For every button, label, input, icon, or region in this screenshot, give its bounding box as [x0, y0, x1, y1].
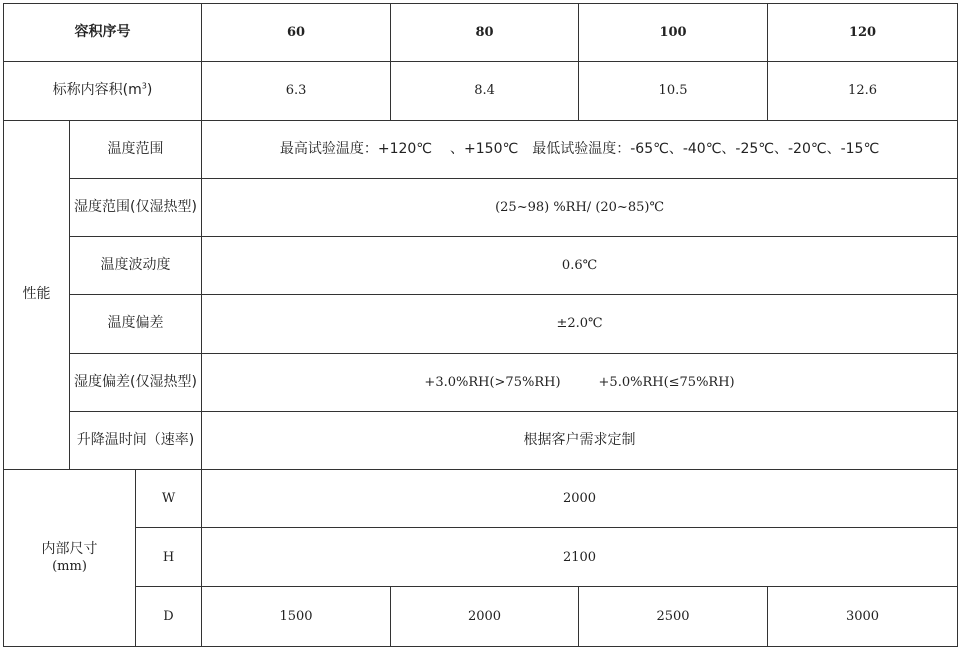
dimensions-group-label [4, 470, 136, 647]
humidity-deviation-low: +5.0%RH(≤75%RH) [598, 374, 735, 390]
nominal-volume-100: 10.5 [579, 62, 768, 120]
humidity-range-value: (25~98) %RH/ (20~85)℃ [202, 178, 958, 236]
header-row [4, 4, 958, 62]
dimension-d-100: 2500 [579, 586, 768, 646]
temp-range-value-min: 最低试验温度：-65℃、-40℃、-25℃、-20℃、-15℃ [532, 140, 880, 157]
dimension-d-label: D [136, 586, 202, 646]
dimension-w-value: 2000 [202, 470, 958, 528]
temp-range-value [202, 120, 958, 178]
performance-row-temp-deviation [4, 295, 958, 353]
header-col-60: 60 [202, 4, 391, 62]
performance-row-ramp-time [4, 411, 958, 469]
nominal-volume-row [4, 62, 958, 120]
performance-row-humidity-deviation [4, 353, 958, 411]
temp-fluctuation-value: 0.6℃ [202, 237, 958, 295]
nominal-volume-60: 6.3 [202, 62, 391, 120]
performance-row-humidity-range [4, 178, 958, 236]
temp-range-label: 温度范围 [70, 120, 202, 178]
performance-group-label: 性能 [4, 120, 70, 470]
dimension-d-120: 3000 [768, 586, 958, 646]
ramp-time-label: 升降温时间（速率) [70, 411, 202, 469]
header-col-100: 100 [579, 4, 768, 62]
humidity-deviation-label: 湿度偏差(仅湿热型) [70, 353, 202, 411]
dimensions-group-title: 内部尺寸 [41, 541, 98, 558]
humidity-range-label: 湿度范围(仅湿热型) [70, 178, 202, 236]
ramp-time-value: 根据客户需求定制 [202, 411, 958, 469]
humidity-deviation-value [202, 353, 958, 411]
nominal-volume-label-end: ) [146, 82, 153, 99]
dimensions-row-w [4, 470, 958, 528]
dimension-d-80: 2000 [391, 586, 579, 646]
nominal-volume-label-sup: 3 [141, 81, 147, 91]
nominal-volume-label-text: 标称内容积(m [52, 82, 142, 99]
performance-row-temp-range [4, 120, 958, 178]
header-col-80: 80 [391, 4, 579, 62]
dimension-w-label: W [136, 470, 202, 528]
header-label: 容积序号 [4, 4, 202, 62]
temp-deviation-value: ±2.0℃ [202, 295, 958, 353]
temp-range-value-max: 最高试验温度：+120℃ [279, 140, 433, 157]
spec-table [3, 3, 958, 647]
nominal-volume-120: 12.6 [768, 62, 958, 120]
dimension-h-value: 2100 [202, 528, 958, 586]
temp-range-value-max2: 、+150℃ [450, 140, 519, 157]
humidity-deviation-high: +3.0%RH(>75%RH) [424, 374, 561, 390]
nominal-volume-label [4, 62, 202, 120]
dimension-h-label: H [136, 528, 202, 586]
nominal-volume-80: 8.4 [391, 62, 579, 120]
header-col-120: 120 [768, 4, 958, 62]
dimensions-group-unit: (mm) [52, 559, 87, 575]
temp-fluctuation-label: 温度波动度 [70, 237, 202, 295]
dimensions-row-d [4, 586, 958, 646]
dimension-d-60: 1500 [202, 586, 391, 646]
temp-deviation-label: 温度偏差 [70, 295, 202, 353]
dimensions-row-h [4, 528, 958, 586]
performance-row-temp-fluctuation [4, 237, 958, 295]
